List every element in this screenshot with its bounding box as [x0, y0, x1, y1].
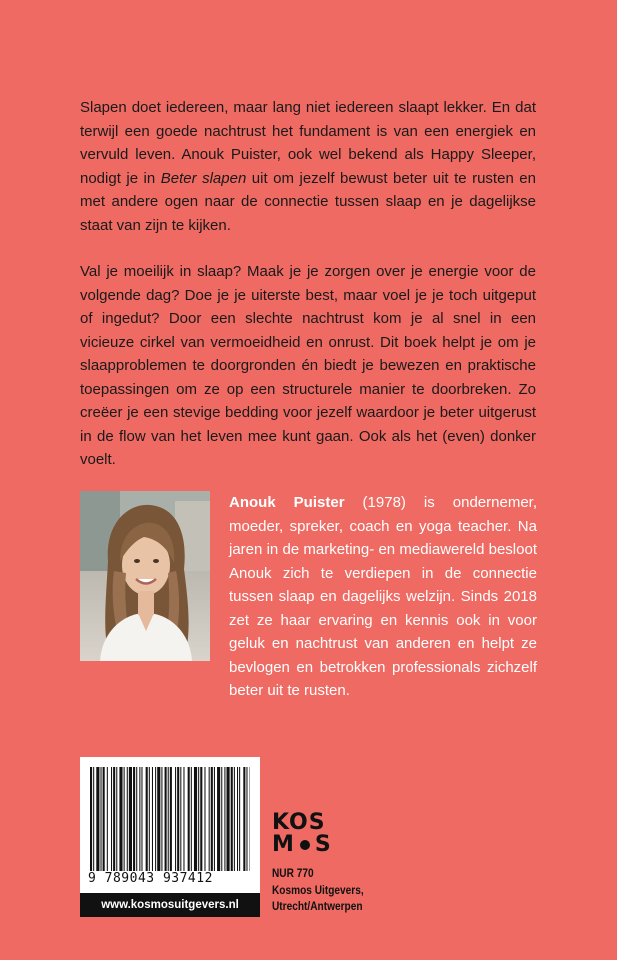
- logo-letter-m: M: [272, 832, 295, 857]
- barcode-bar: [237, 767, 238, 871]
- barcode-bar: [200, 767, 202, 871]
- intro-paragraph: [80, 96, 536, 237]
- barcode-bar: [155, 767, 156, 871]
- barcode-bar: [239, 767, 240, 871]
- author-bio: [229, 491, 537, 703]
- logo-row-bottom: [272, 834, 352, 856]
- barcode-bar: [161, 767, 162, 871]
- barcode-bar: [149, 767, 150, 871]
- barcode-bar: [165, 767, 167, 871]
- barcode-bar: [246, 767, 247, 871]
- barcode-bar: [180, 767, 181, 871]
- publisher-logo: [272, 812, 352, 856]
- barcode-bar: [127, 767, 128, 871]
- barcode-bar: [243, 767, 245, 871]
- book-title: Beter slapen: [160, 169, 247, 187]
- barcode-bar: [211, 767, 213, 871]
- logo-letter-s: S: [314, 832, 332, 857]
- barcode-bar: [111, 767, 112, 871]
- barcode-bar: [198, 767, 199, 871]
- problem-paragraph: Val je moeilijk in slaap? Maak je je zorgen over je energie voor de volgende dag? Doe je je uiterste best, maar voel je je toch uitgeput of ingedut? Door een slechte nachtrust kom je al snel in een vicieuze cirkel van vermoeidheid en onrust. Dit boek helpt je om je slaapproblemen te doorgronden én biedt je bewezen en praktische toepassingen om ze op een structurele manier te doorbreken. Zo creëer je een stevige bedding voor jezelf waardoor je beter uitgerust in de flow van het leven mee kunt gaan. Ook als het (even) donker voelt.: [80, 263, 536, 468]
- barcode-bar: [107, 767, 108, 871]
- barcode-bar: [204, 767, 205, 871]
- barcode-bar: [191, 767, 192, 871]
- barcode-bar: [227, 767, 230, 871]
- author-bio-text: (1978) is ondernemer, moeder, spreker, coach en yoga teacher. Na jaren in de marketing- en mediawereld besloot Anouk zich te verdiepen in de connectie tussen slaap en dagelijks welzijn. Sinds 2018 zet ze haar ervaring en kennis ook in voor geluk en nachtrust van anderen en helpt ze bevlogen en betrokken professionals zichzelf beter uit te rusten.: [229, 494, 537, 699]
- barcode-bar: [113, 767, 115, 871]
- barcode-bars: [90, 767, 250, 871]
- barcode-bar: [136, 767, 137, 871]
- nur-code: NUR 770: [272, 868, 314, 880]
- barcode-bar: [119, 767, 122, 871]
- barcode-bar: [96, 767, 99, 871]
- barcode-bar: [101, 767, 102, 871]
- barcode-bar: [177, 767, 179, 871]
- publisher-name: Kosmos Uitgevers,: [272, 884, 364, 897]
- barcode-bar: [93, 767, 94, 871]
- publisher-info: [272, 866, 364, 916]
- barcode-bar: [234, 767, 235, 871]
- publisher-city: Utrecht/Antwerpen: [272, 901, 363, 913]
- isbn-digits: 9 789043 937412: [88, 871, 213, 886]
- barcode-bar: [141, 767, 142, 871]
- publisher-url: www.kosmosuitgevers.nl: [80, 893, 260, 917]
- logo-dot-icon: [300, 840, 310, 850]
- barcode-bar: [194, 767, 197, 871]
- barcode-block: [80, 757, 260, 917]
- barcode-bar: [168, 767, 169, 871]
- logo-row-top: KOS: [272, 810, 326, 835]
- barcode-bar: [90, 767, 92, 871]
- intro-text-start: Slapen doet iedereen, maar lang niet iedereen slaapt lekker. En dat terwijl een goede nachtrust het fundament is van een energiek en vervuld leven. Anouk Puister, ook wel bekend als Happy Sleeper, nodigt je in: [80, 99, 536, 187]
- barcode-bar: [175, 767, 176, 871]
- barcode-bar: [209, 767, 210, 871]
- barcode-bar: [231, 767, 233, 871]
- barcode-bar: [146, 767, 148, 871]
- barcode-bar: [188, 767, 190, 871]
- barcode-bar: [152, 767, 153, 871]
- barcode-bar: [214, 767, 215, 871]
- barcode-bar: [124, 767, 125, 871]
- barcode-bar: [170, 767, 172, 871]
- barcode-bar: [133, 767, 135, 871]
- barcode-bar: [224, 767, 225, 871]
- author-name: Anouk Puister: [229, 494, 345, 511]
- barcode-bar: [139, 767, 140, 871]
- barcode-bar: [103, 767, 105, 871]
- barcode-bar: [217, 767, 220, 871]
- barcode-bar: [129, 767, 132, 871]
- barcode-bar: [221, 767, 222, 871]
- barcode-bar: [157, 767, 160, 871]
- barcode-bar: [116, 767, 117, 871]
- barcode-bar: [183, 767, 184, 871]
- intro-text-end: uit om jezelf bewust beter uit te rusten en met andere ogen naar de connectie tussen slaap en je dagelijkse staat van zijn te kijken.: [80, 169, 536, 234]
- author-photo: [80, 491, 210, 661]
